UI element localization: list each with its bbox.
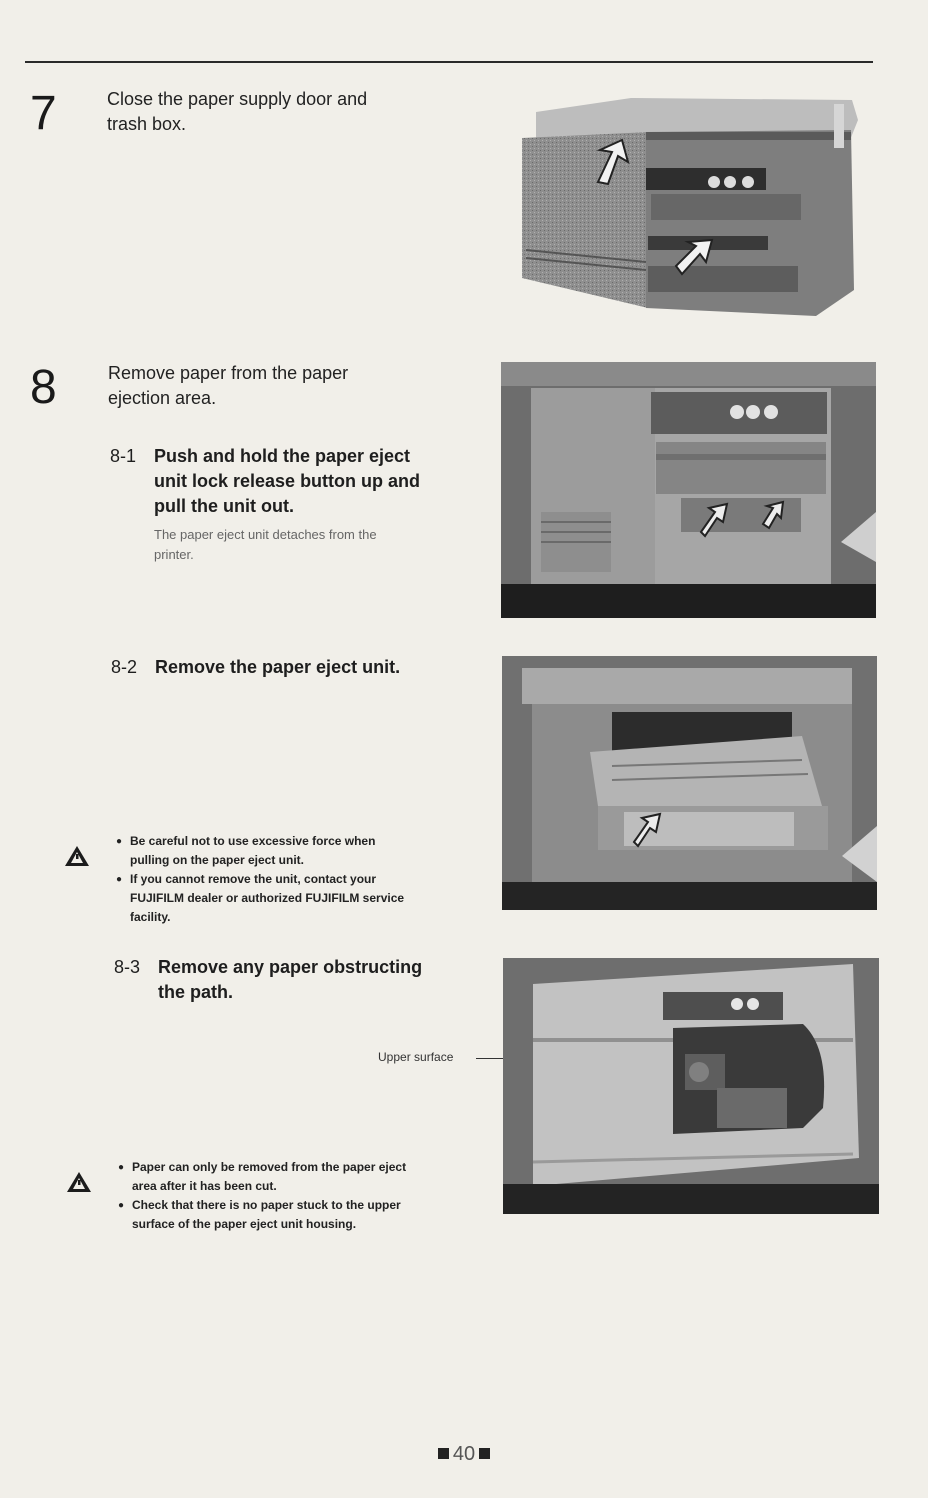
substep-8-1-note (110, 525, 480, 565)
caution-2-b1-line-2: area after it has been cut. (132, 1179, 277, 1193)
substep-8-1-note-line-2: printer. (154, 547, 194, 562)
footer-square-right-icon (479, 1448, 490, 1459)
page-footer (0, 1443, 928, 1466)
step-7-line-2: trash box. (107, 114, 187, 134)
caution-1-b2-line-1: ● If you cannot remove the unit, contact your (130, 872, 377, 886)
step-8-text (108, 361, 348, 411)
caution-1-bullet-1 (116, 832, 486, 870)
printer-photo-paper-path (503, 958, 879, 1214)
footer-square-left-icon (438, 1448, 449, 1459)
caution-1-b2-line-2: FUJIFILM dealer or authorized FUJIFILM service (130, 891, 405, 905)
substep-8-1-line-2: unit lock release button up and (154, 471, 421, 491)
upper-surface-leader-line (476, 1058, 506, 1059)
caution-1-bullet-2 (116, 870, 486, 927)
step-8-number: 8 (30, 361, 57, 414)
substep-8-3-number: 8-3 (114, 957, 141, 977)
caution-2-b2-line-1: ● Check that there is no paper stuck to the upper (132, 1198, 401, 1212)
page-number: 40 (452, 1443, 476, 1465)
substep-8-1-line-1: Push and hold the paper eject (154, 446, 411, 466)
substep-8-3 (114, 955, 484, 1005)
step-7-number: 7 (30, 87, 57, 140)
warning-icon (64, 844, 90, 868)
caution-1-b1-line-1: ● Be careful not to use excessive force when (130, 834, 376, 848)
substep-8-1-number: 8-1 (110, 446, 137, 466)
printer-photo-remove-unit (502, 656, 877, 910)
step-7-line-1: Close the paper supply door and (107, 89, 368, 109)
warning-icon (66, 1170, 92, 1194)
substep-8-2-line-1: Remove the paper eject unit. (155, 657, 401, 677)
substep-8-1-note-line-1: The paper eject unit detaches from the (154, 527, 377, 542)
substep-8-2-number: 8-2 (111, 657, 138, 677)
substep-8-1-line-3: pull the unit out. (154, 496, 294, 516)
caution-eject-force (116, 832, 486, 927)
printer-closed-illustration (516, 90, 858, 318)
printer-photo-push-release (501, 362, 876, 618)
caution-2-bullet-2 (118, 1196, 488, 1234)
caution-2-bullet-1 (118, 1158, 488, 1196)
header-rule (25, 61, 873, 63)
substep-8-2 (111, 655, 481, 680)
upper-surface-label: Upper surface (378, 1050, 454, 1064)
step-8-line-1: Remove paper from the paper (108, 363, 349, 383)
caution-1-b2-line-3: facility. (130, 910, 171, 924)
caution-2-b1-line-1: ● Paper can only be removed from the paper eject (132, 1160, 407, 1174)
step-7-text (107, 87, 367, 137)
caution-paper-cut (118, 1158, 488, 1234)
step-8-line-2: ejection area. (108, 388, 217, 408)
substep-8-1 (110, 444, 480, 565)
substep-8-3-line-2: the path. (158, 982, 233, 1002)
caution-1-b1-line-2: pulling on the paper eject unit. (130, 853, 305, 867)
substep-8-3-line-1: Remove any paper obstructing (158, 957, 423, 977)
caution-2-b2-line-2: surface of the paper eject unit housing. (132, 1217, 357, 1231)
